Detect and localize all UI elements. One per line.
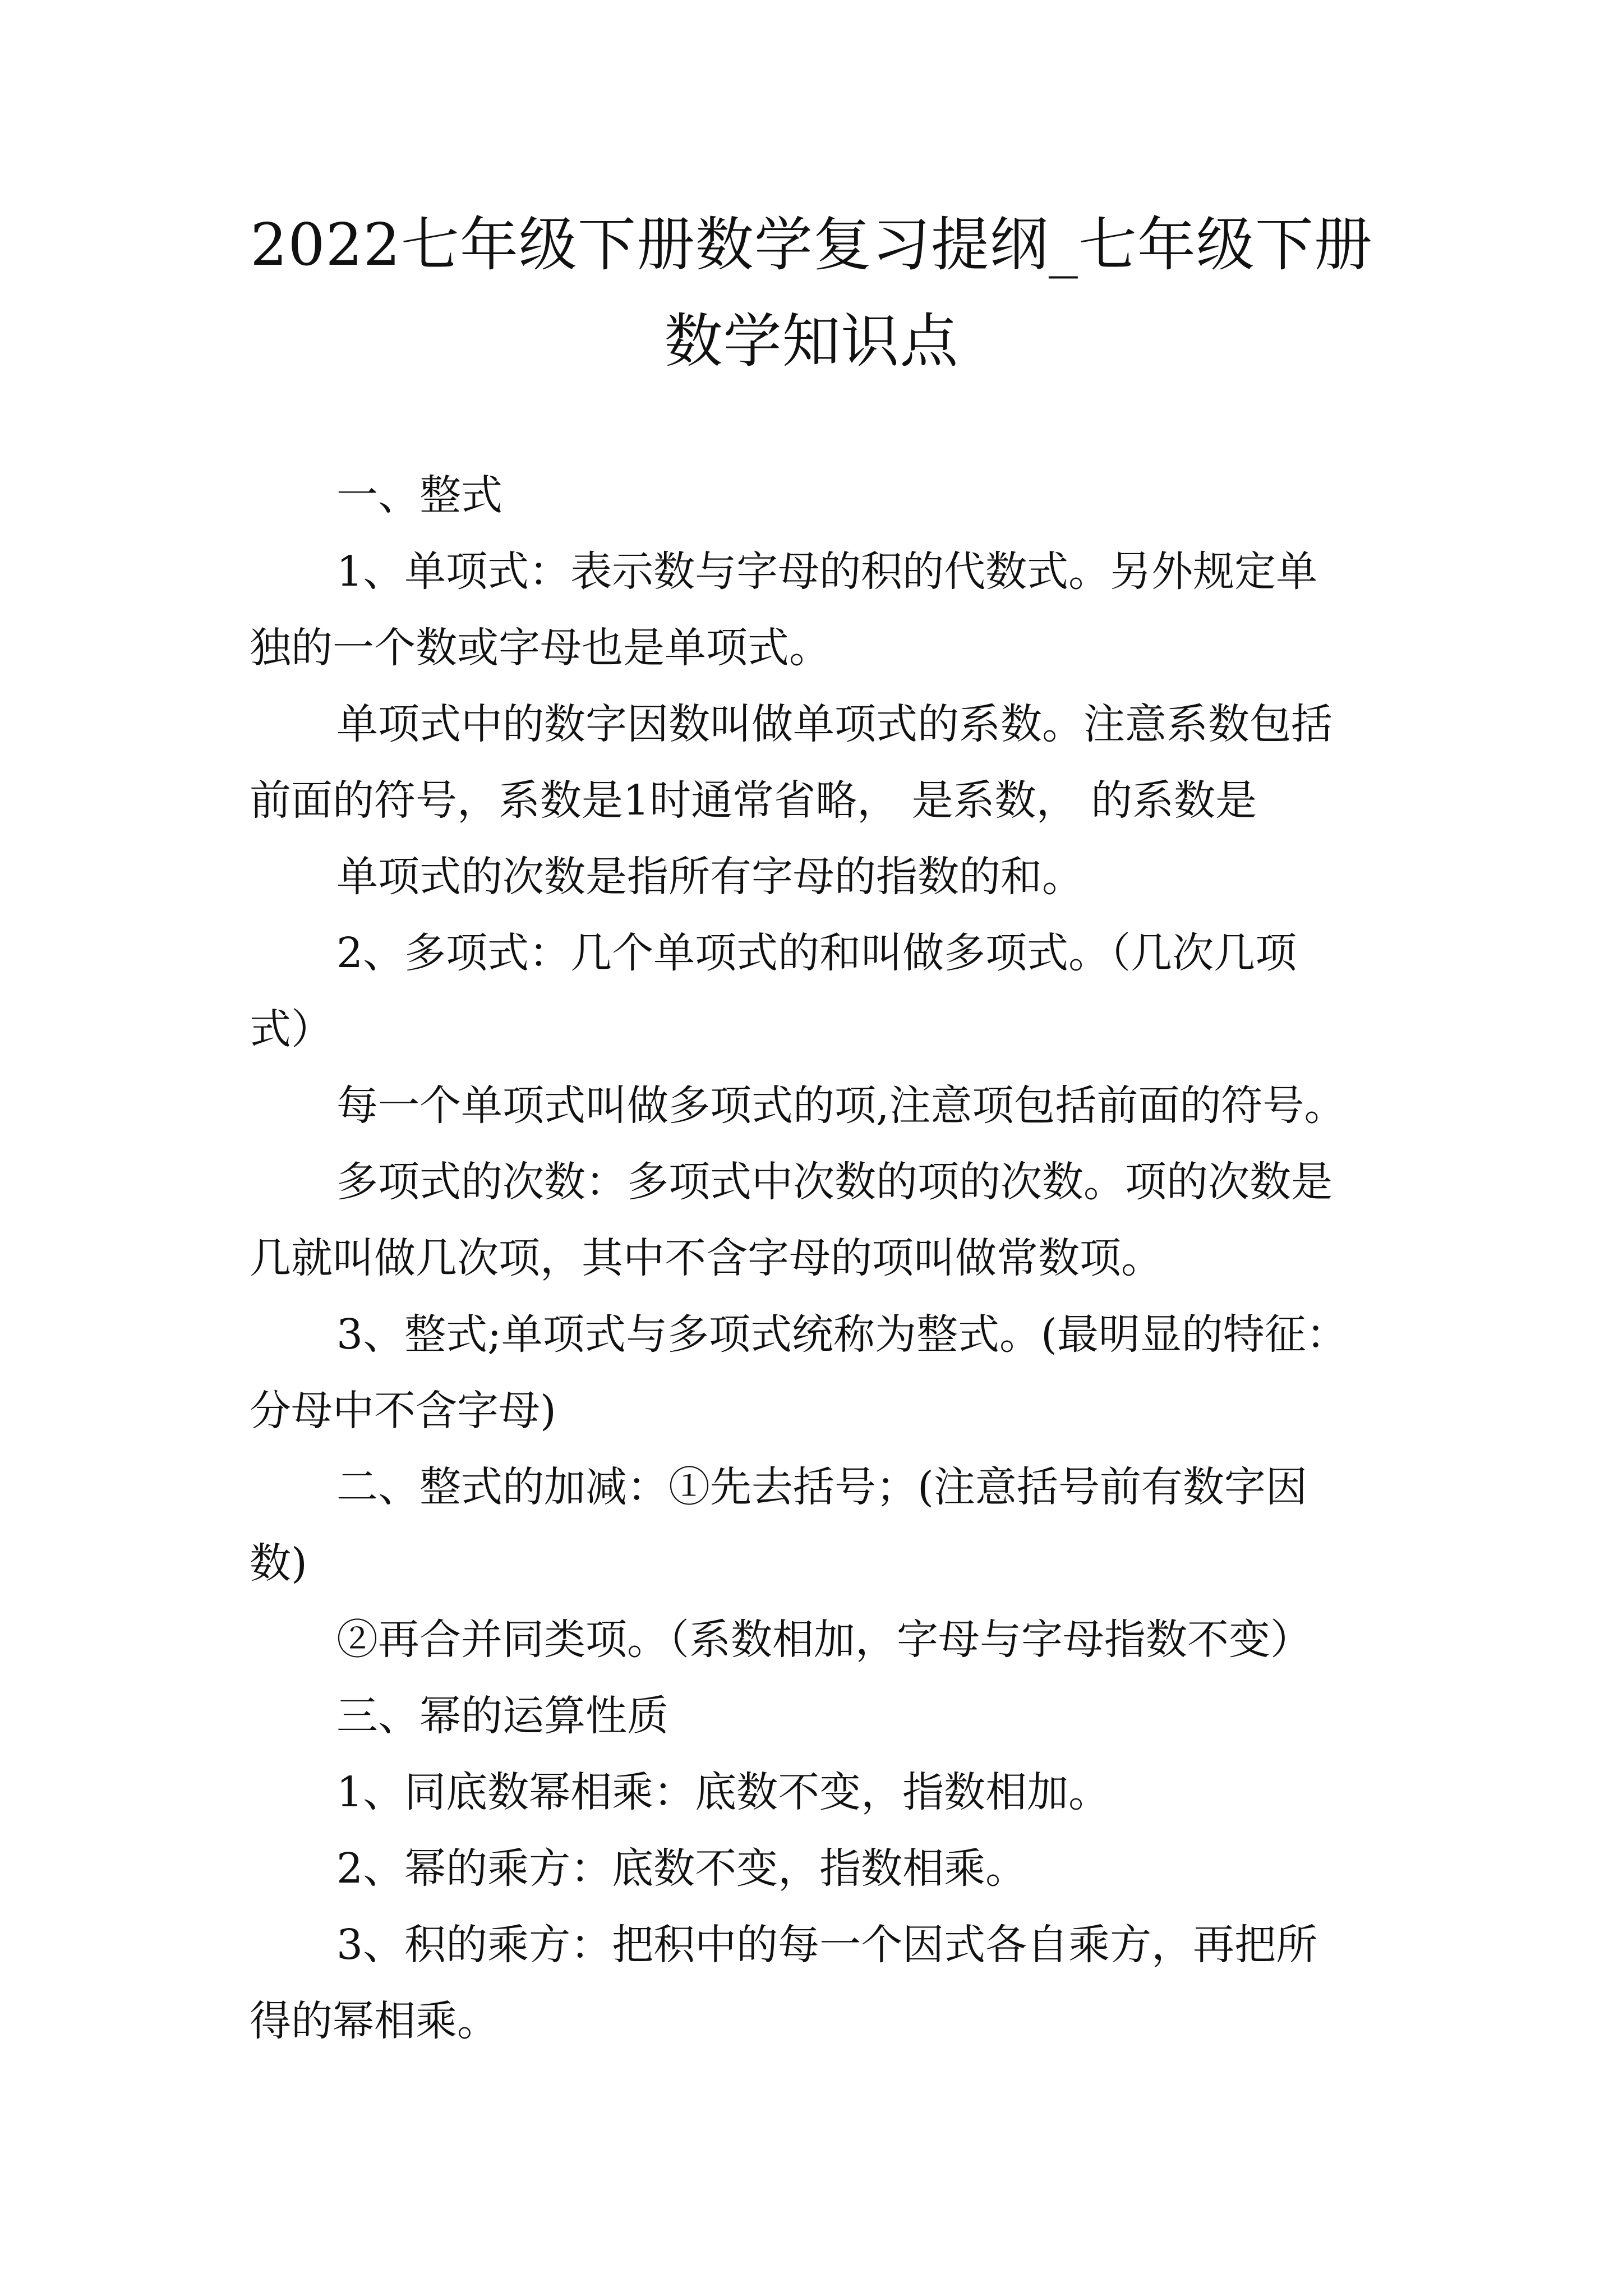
paragraph-line: 得的幂相乘。 [250, 1997, 499, 2045]
paragraph-line: 3、积的乘方：把积中的每一个因式各自乘方，再把所 [336, 1921, 1318, 1969]
paragraph-line: 单项式中的数字因数叫做单项式的系数。注意系数包括 [336, 700, 1332, 748]
paragraph-line: 2、幂的乘方：底数不变，指数相乘。 [336, 1844, 1027, 1893]
document-title [236, 196, 1387, 389]
paragraph-line: 几就叫做几次项，其中不含字母的项叫做常数项。 [250, 1234, 1163, 1282]
paragraph-line: 单项式的次数是指所有字母的指数的和。 [336, 853, 1083, 901]
paragraph-line: 3、整式;单项式与多项式统称为整式。(最明显的特征： [336, 1310, 1348, 1359]
section-heading-power-properties: 三、幂的运算性质 [336, 1692, 668, 1740]
paragraph-line: 分母中不含字母) [250, 1387, 556, 1435]
paragraph-line: 多项式的次数：多项式中次数的项的次数。项的次数是 [336, 1158, 1332, 1206]
paragraph-line: 每一个单项式叫做多项式的项,注意项包括前面的符号。 [336, 1082, 1346, 1130]
paragraph-line: 1、同底数幂相乘：底数不变，指数相加。 [336, 1768, 1110, 1816]
paragraph-line: 前面的符号，系数是1时通常省略， 是系数， 的系数是 [250, 776, 1257, 825]
paragraph-line: 独的一个数或字母也是单项式。 [250, 624, 831, 672]
paragraph-line: ②再合并同类项。（系数相加，字母与字母指数不变） [336, 1616, 1312, 1664]
paragraph-line: 1、单项式：表示数与字母的积的代数式。另外规定单 [336, 547, 1318, 596]
section-heading-polynomials: 一、整式 [336, 471, 502, 519]
paragraph-line: 式） [250, 1005, 333, 1053]
title-line-1: 2022七年级下册数学复习提纲_七年级下册 [250, 210, 1373, 279]
section-heading-addition-subtraction: 二、整式的加减：①先去括号；(注意括号前有数字因 [336, 1463, 1307, 1511]
paragraph-line: 数) [250, 1539, 307, 1588]
paragraph-line: 2、多项式：几个单项式的和叫做多项式。（几次几项 [336, 929, 1297, 977]
title-line-2: 数学知识点 [664, 307, 959, 375]
document-body [250, 457, 1396, 2059]
